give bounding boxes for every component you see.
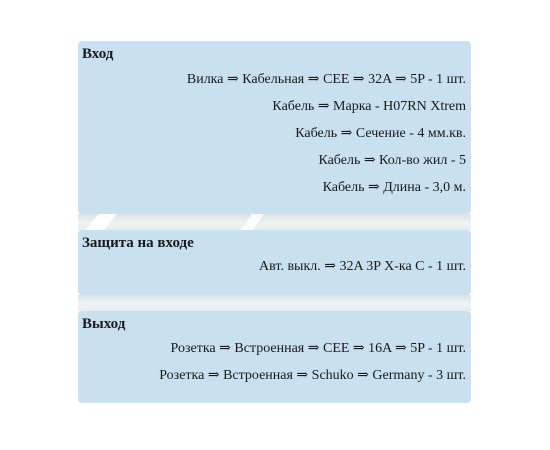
spec-line: Кабель ⇒ Сечение - 4 мм.кв. — [295, 126, 466, 141]
spec-line: Кабель ⇒ Кол-во жил - 5 — [318, 153, 466, 168]
section-output — [78, 311, 471, 403]
spec-line: Вилка ⇒ Кабельная ⇒ CEE ⇒ 32A ⇒ 5P - 1 шт. — [186, 72, 466, 87]
section-title-input-protection: Защита на входе — [82, 235, 194, 251]
spec-line: Кабель ⇒ Марка - H07RN Xtrem — [272, 99, 466, 114]
spec-line: Кабель ⇒ Длина - 3,0 м. — [322, 180, 466, 195]
section-title-input: Вход — [82, 46, 114, 62]
section-input-protection — [78, 230, 471, 295]
spec-line: Розетка ⇒ Встроенная ⇒ Schuko ⇒ Germany - 3 шт. — [159, 368, 466, 383]
spec-panel — [78, 41, 471, 403]
spec-line: Авт. выкл. ⇒ 32A 3P X-ка C - 1 шт. — [259, 259, 466, 274]
spec-line: Розетка ⇒ Встроенная ⇒ CEE ⇒ 16A ⇒ 5P - 1 шт. — [170, 341, 466, 356]
section-divider — [78, 214, 471, 230]
section-divider — [78, 295, 471, 311]
section-title-output: Выход — [82, 316, 126, 332]
section-input — [78, 41, 471, 214]
